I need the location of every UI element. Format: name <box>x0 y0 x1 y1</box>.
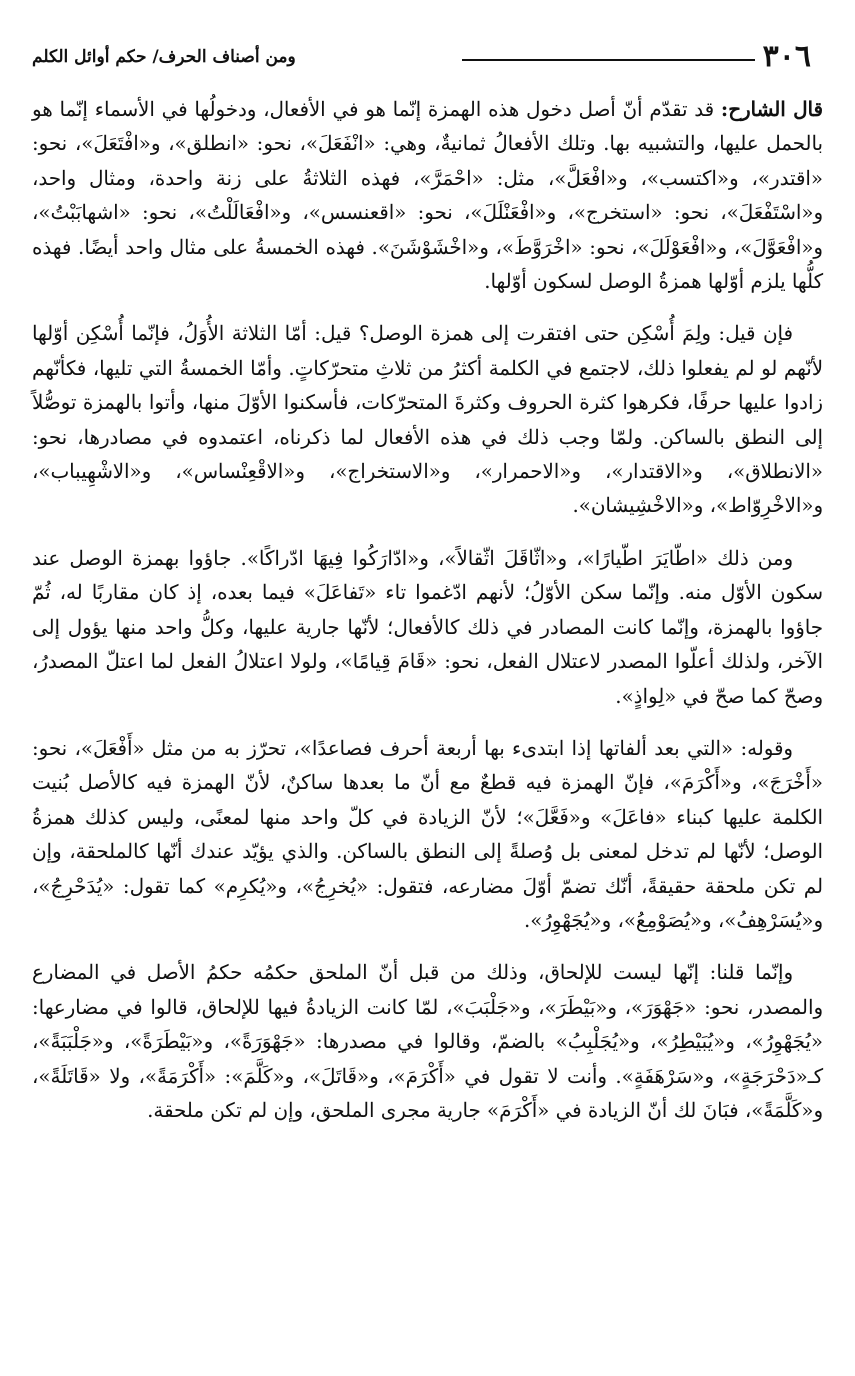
header-rule <box>462 59 755 61</box>
paragraph <box>32 92 823 299</box>
speaker-label: قال الشارح: <box>720 97 823 121</box>
paragraph-text: قد تقدّم أنّ أصل دخول هذه الهمزة إنّما هو في الأفعال، ودخولُها في الأسماء إنّما هو بالحمل عليها، والتشبيه بها. وتلك الأفعالُ ثمانيةٌ، وهي: «انْفَعَلَ»، نحو: «انطلق»، و«افْتَعَلَ»، نحو: «اقتدر»، و«اكتسب»، و«افْعَلَّ»، مثل: «احْمَرَّ»، فهذه الثلاثةُ على زنة واحدة، ومثال واحد، و«اسْتَفْعَلَ»، نحو: «استخرج»، و«افْعَنْلَلَ»، نحو: «اقعنسس»، و«افْعَالَلْتُ»، نحو: «اشهابَبْتُ»، و«افْعَوَّلَ»، و«افْعَوْلَلَ»، نحو: «اخْرَوَّطَ»، و«اخْشَوْشَنَ». فهذه الخمسةُ على مثال واحد أيضًا. فهذه كلُّها يلزم أوّلها همزةُ الوصل لسكون أوّلها. <box>32 98 823 294</box>
paragraph: وقوله: «التي بعد ألفاتها إذا ابتدىء بها أربعة أحرف فصاعدًا»، تحرّز به من مثل «أَفْعَلَ»، نحو: «أَخْرَجَ»، و«أَكْرَمَ»، فإنّ الهمزة فيه قطعٌ مع أنّ ما بعدها ساكنٌ، لأنّ الهمزة فيه كالأصل بُنيت الكلمة عليها كبناء «فاعَلَ» و«فَعَّلَ»؛ لأنّ الزيادة في كلّ واحد منها لمعنًى، وليس كذلك همزةُ الوصل؛ لأنّها لم تدخل لمعنى بل وُصلةً إلى النطق بالساكن. والذي يؤيّد عندك أنّها كالملحقة، وإن لم تكن ملحقة حقيقةً، أنّك تضمّ أوّلَ مضارعه، فتقول: «يُخرِجُ»، و«يُكرِم» كما تقول: «يُدَحْرِجُ»، و«يُسَرْهِفُ»، و«يُصَوْمِعُ»، و«يُجَهْوِرُ». <box>32 736 823 932</box>
paragraph: فإن قيل: ولِمَ أُسْكِن حتى افتقرت إلى همزة الوصل؟ قيل: أمّا الثلاثة الأُوَلُ، فإنّما أُسْكِن أوّلها لأنّهم لو لم يفعلوا ذلك، لاجتمع في الكلمة أكثرُ من ثلاثِ متحرّكاتٍ. وأمّا الخمسةُ التي تليها، فكأنّهم زادوا عليها حرفًا، فكرهوا كثرة الحروف وكثرةَ المتحرّكات، فأسكنوا الأوّلَ منها، وأتوا بالهمزة توصُّلاً إلى النطق بالساكن. ولمّا وجب ذلك في هذه الأفعال لما ذكرناه، اعتمدوه في مصادرها، نحو: «الانطلاق»، و«الاقتدار»، و«الاحمرار»، و«الاستخراج»، و«الاقْعِنْساس»، و«الاشْهِيباب»، و«الاخْرِوّاط»، و«الاخْشِيشان». <box>32 322 823 518</box>
body-text <box>32 92 823 1146</box>
page-number: ٣٠٦ <box>762 39 811 74</box>
book-page <box>32 0 823 1376</box>
page-header <box>32 36 823 78</box>
paragraph: وإنّما قلنا: إنّها ليست للإلحاق، وذلك من قبل أنّ الملحق حكمُه حكمُ الأصل في المضارع والمصدر، نحو: «جَهْوَرَ»، و«بَيْطَرَ»، و«جَلْبَبَ»، لمّا كانت الزيادةُ فيها للإلحاق، قالوا في مضارعها: «يُجَهْوِرُ»، و«يُبَيْطِرُ»، و«يُجَلْبِبُ» بالضمّ، وقالوا في مصدرها: «جَهْوَرَةً»، و«بَيْطَرَةً»، و«جَلْبَبَةً»، كـ«دَحْرَجَةٍ»، و«سَرْهَفَةٍ». وأنت لا تقول في «أَكْرَمَ»، و«قَاتَلَ»، و«كَلَّمَ»: «أَكْرَمَةً»، ولا «قَاتَلَةً»، و«كَلَّمَةً»، فبَانَ لك أنّ الزيادة في «أَكْرَمَ» جارية مجرى الملحق، وإن لم تكن ملحقة. <box>32 961 823 1122</box>
running-title: ومن أصناف الحرف/ حكم أوائل الكلم <box>32 47 296 67</box>
paragraph: ومن ذلك «اطّايَرَ اطّيارًا»، و«اثّاقَلَ اثّقالاً»، و«ادّارَكُوا فِيهَا ادّراكًا». جاؤوا بهمزة الوصل عند سكون الأوّل منه. وإنّما سكن الأوّلُ؛ لأنهم ادّغموا تاء «تَفاعَلَ» فيما بعده، إذ كان مقاربًا له، ثُمّ جاؤوا بالهمزة، وإنّما كانت المصادر في ذلك كالأفعال؛ لأنّها جارية عليها، وكلُّ واحد منها يؤول إلى الآخر، ولذلك أعلّوا المصدر لاعتلال الفعل، نحو: «قَامَ قِيامًا»، ولولا اعتلالُ الفعل لما اعتلّ المصدرُ، وصحّ كما صحّ في «لِواذٍ». <box>32 546 823 708</box>
